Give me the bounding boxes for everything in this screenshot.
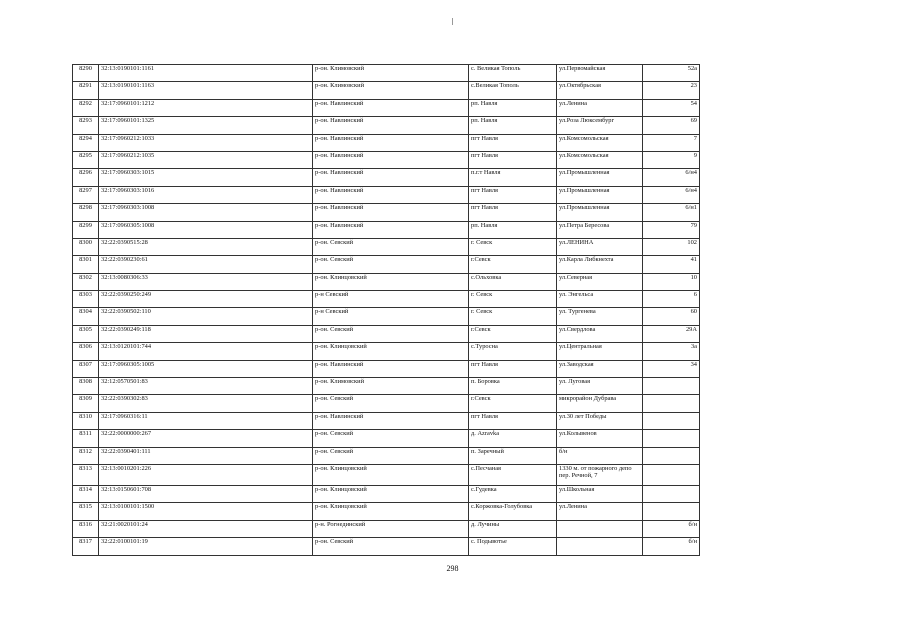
table-row <box>73 485 700 502</box>
street-cell: ул.Комсомольская <box>557 134 643 151</box>
street-cell: ул.Центральная <box>557 343 643 360</box>
settlement-cell: с. Великая Тополь <box>469 65 557 82</box>
scan-mark <box>452 18 453 25</box>
street-cell: ул.Северная <box>557 273 643 290</box>
district-cell: р-он. Навлинский <box>313 169 469 186</box>
row-number-cell: 8310 <box>73 412 99 429</box>
row-number-cell: 8306 <box>73 343 99 360</box>
cadastral-number-cell: 32:17:0960316:11 <box>99 412 313 429</box>
street-cell: ул. Луговая <box>557 378 643 395</box>
cadastral-number-cell: 32:13:0150601:708 <box>99 485 313 502</box>
settlement-cell: пгт Навля <box>469 151 557 168</box>
settlement-cell: с.Коржовка-Голубовка <box>469 503 557 520</box>
house-number-cell: 102 <box>643 238 700 255</box>
table-row <box>73 291 700 308</box>
row-number-cell: 8298 <box>73 204 99 221</box>
cadastral-number-cell: 32:13:0120101:744 <box>99 343 313 360</box>
district-cell: р-он. Климовский <box>313 65 469 82</box>
street-cell <box>557 538 643 555</box>
settlement-cell: с.Туросна <box>469 343 557 360</box>
cadastral-number-cell: 32:21:0020101:24 <box>99 520 313 537</box>
row-number-cell: 8293 <box>73 117 99 134</box>
street-cell: ул.Промышленная <box>557 204 643 221</box>
table-row <box>73 134 700 151</box>
street-cell: ул. Тургенева <box>557 308 643 325</box>
cadastral-number-cell: 32:17:0960212:1033 <box>99 134 313 151</box>
district-cell: р-он. Севский <box>313 538 469 555</box>
house-number-cell: 69 <box>643 117 700 134</box>
table-row <box>73 82 700 99</box>
district-cell: р-н Севский <box>313 308 469 325</box>
settlement-cell: г.Севск <box>469 256 557 273</box>
row-number-cell: 8299 <box>73 221 99 238</box>
street-cell: ул.Октябрьская <box>557 82 643 99</box>
row-number-cell: 8302 <box>73 273 99 290</box>
street-cell: ул.Школьная <box>557 485 643 502</box>
cadastral-number-cell: 32:13:0190101:1161 <box>99 65 313 82</box>
district-cell: р-он. Севский <box>313 395 469 412</box>
district-cell: р-он. Навлинский <box>313 151 469 168</box>
settlement-cell: п.г.т Навля <box>469 169 557 186</box>
cadastral-number-cell: 32:22:0390401:111 <box>99 447 313 464</box>
street-cell: 1330 м. от пожарного депо пер. Речной, 7 <box>557 464 643 485</box>
table-row <box>73 238 700 255</box>
house-number-cell <box>643 485 700 502</box>
settlement-cell: г. Севск <box>469 291 557 308</box>
district-cell: р-он. Навлинский <box>313 221 469 238</box>
settlement-cell: рп. Навля <box>469 221 557 238</box>
row-number-cell: 8312 <box>73 447 99 464</box>
row-number-cell: 8313 <box>73 464 99 485</box>
table-row <box>73 117 700 134</box>
settlement-cell: пгт Навля <box>469 186 557 203</box>
house-number-cell <box>643 430 700 447</box>
cadastral-number-cell: 32:22:0390249:118 <box>99 325 313 342</box>
street-cell: ул.Промышленная <box>557 186 643 203</box>
settlement-cell: пгт Навля <box>469 204 557 221</box>
house-number-cell: 10 <box>643 273 700 290</box>
table-row <box>73 520 700 537</box>
street-cell: ул.Первомайская <box>557 65 643 82</box>
house-number-cell <box>643 378 700 395</box>
page-number: 298 <box>446 564 459 573</box>
district-cell: р-он. Клинцовский <box>313 273 469 290</box>
table-row <box>73 204 700 221</box>
district-cell: р-он. Севский <box>313 447 469 464</box>
cadastral-number-cell: 32:22:0390502:110 <box>99 308 313 325</box>
street-cell: ул.Комсомольская <box>557 151 643 168</box>
cadastral-number-cell: 32:22:0390515:28 <box>99 238 313 255</box>
table-row <box>73 378 700 395</box>
house-number-cell: 6 <box>643 291 700 308</box>
cadastral-number-cell: 32:17:0960212:1035 <box>99 151 313 168</box>
cadastral-number-cell: 32:17:0960303:1015 <box>99 169 313 186</box>
house-number-cell: б/н <box>643 538 700 555</box>
house-number-cell: б/н <box>643 520 700 537</box>
row-number-cell: 8317 <box>73 538 99 555</box>
district-cell: р-он. Севский <box>313 430 469 447</box>
district-cell: р-он. Климовский <box>313 378 469 395</box>
settlement-cell: рп. Навля <box>469 99 557 116</box>
table-row <box>73 186 700 203</box>
cadastral-number-cell: 32:13:0010201:226 <box>99 464 313 485</box>
table-row <box>73 99 700 116</box>
cadastral-number-cell: 32:22:0390250:249 <box>99 291 313 308</box>
house-number-cell: 6/н4 <box>643 186 700 203</box>
row-number-cell: 8315 <box>73 503 99 520</box>
cadastral-number-cell: 32:22:0100101:19 <box>99 538 313 555</box>
settlement-cell: с. Подывотье <box>469 538 557 555</box>
settlement-cell: с.Ольховка <box>469 273 557 290</box>
settlement-cell: г. Севск <box>469 238 557 255</box>
cadastral-number-cell: 32:17:0960305:1008 <box>99 221 313 238</box>
house-number-cell <box>643 395 700 412</box>
house-number-cell: 6/н4 <box>643 169 700 186</box>
district-cell: р-он. Навлинский <box>313 134 469 151</box>
row-number-cell: 8300 <box>73 238 99 255</box>
cadastral-number-cell: 32:13:0190101:1163 <box>99 82 313 99</box>
settlement-cell: п. Заречный <box>469 447 557 464</box>
house-number-cell <box>643 464 700 485</box>
street-cell: ул. Энгельса <box>557 291 643 308</box>
street-cell: ул.Ленина <box>557 99 643 116</box>
row-number-cell: 8303 <box>73 291 99 308</box>
table-row <box>73 151 700 168</box>
house-number-cell: 29А <box>643 325 700 342</box>
district-cell: р-н Севский <box>313 291 469 308</box>
table-row <box>73 169 700 186</box>
cadastral-number-cell: 32:17:0960303:1008 <box>99 204 313 221</box>
settlement-cell: пгт Навля <box>469 412 557 429</box>
house-number-cell: 7 <box>643 134 700 151</box>
district-cell: р-он. Навлинский <box>313 412 469 429</box>
district-cell: р-он. Климовский <box>313 82 469 99</box>
settlement-cell: г.Севск <box>469 395 557 412</box>
settlement-cell: д. Azravka <box>469 430 557 447</box>
row-number-cell: 8305 <box>73 325 99 342</box>
district-cell: р-он. Севский <box>313 256 469 273</box>
table-row <box>73 308 700 325</box>
street-cell: ул.ЛЕНИНА <box>557 238 643 255</box>
street-cell: ул.Роза Люксембург <box>557 117 643 134</box>
house-number-cell: 6/н1 <box>643 204 700 221</box>
table-row <box>73 447 700 464</box>
row-number-cell: 8296 <box>73 169 99 186</box>
table-row <box>73 360 700 377</box>
house-number-cell: 34 <box>643 360 700 377</box>
district-cell: р-он. Клинцовский <box>313 464 469 485</box>
table-row <box>73 412 700 429</box>
street-cell: микрорайон Дубрава <box>557 395 643 412</box>
table-row <box>73 464 700 485</box>
cadastral-number-cell: 32:22:0390230:61 <box>99 256 313 273</box>
row-number-cell: 8290 <box>73 65 99 82</box>
row-number-cell: 8316 <box>73 520 99 537</box>
settlement-cell: п. Боровка <box>469 378 557 395</box>
district-cell: р-он. Навлинский <box>313 204 469 221</box>
table-row <box>73 395 700 412</box>
row-number-cell: 8309 <box>73 395 99 412</box>
table-row <box>73 273 700 290</box>
house-number-cell: 54 <box>643 99 700 116</box>
house-number-cell: 3а <box>643 343 700 360</box>
house-number-cell: 52а <box>643 65 700 82</box>
district-cell: р-он. Навлинский <box>313 117 469 134</box>
street-cell: ул.Колывенов <box>557 430 643 447</box>
table-row <box>73 65 700 82</box>
street-cell: ул.Заводская <box>557 360 643 377</box>
street-cell: ул.Петра Бересова <box>557 221 643 238</box>
house-number-cell: 41 <box>643 256 700 273</box>
table-row <box>73 538 700 555</box>
district-cell: р-он. Севский <box>313 238 469 255</box>
district-cell: р-н. Рогнединский <box>313 520 469 537</box>
row-number-cell: 8307 <box>73 360 99 377</box>
street-cell: ул.Свердлова <box>557 325 643 342</box>
row-number-cell: 8304 <box>73 308 99 325</box>
register-rows <box>73 65 700 556</box>
cadastral-number-cell: 32:22:0000000:267 <box>99 430 313 447</box>
settlement-cell: д. Лучины <box>469 520 557 537</box>
house-number-cell: 23 <box>643 82 700 99</box>
settlement-cell: пгт Навля <box>469 360 557 377</box>
cadastral-number-cell: 32:17:0960305:1005 <box>99 360 313 377</box>
table-row <box>73 256 700 273</box>
settlement-cell: с.Великая Тополь <box>469 82 557 99</box>
district-cell: р-он. Навлинский <box>313 99 469 116</box>
district-cell: р-он. Клинцовский <box>313 503 469 520</box>
house-number-cell: 60 <box>643 308 700 325</box>
settlement-cell: г. Севск <box>469 308 557 325</box>
row-number-cell: 8292 <box>73 99 99 116</box>
cadastral-number-cell: 32:13:0100101:1500 <box>99 503 313 520</box>
cadastral-number-cell: 32:13:0080306:33 <box>99 273 313 290</box>
table-row <box>73 430 700 447</box>
row-number-cell: 8311 <box>73 430 99 447</box>
row-number-cell: 8314 <box>73 485 99 502</box>
table-row <box>73 343 700 360</box>
cadastral-number-cell: 32:17:0960303:1016 <box>99 186 313 203</box>
settlement-cell: г.Севск <box>469 325 557 342</box>
cadastral-number-cell: 32:12:0570501:83 <box>99 378 313 395</box>
house-number-cell: 79 <box>643 221 700 238</box>
table-row <box>73 325 700 342</box>
cadastral-number-cell: 32:17:0960101:1325 <box>99 117 313 134</box>
house-number-cell: 9 <box>643 151 700 168</box>
register-table <box>72 64 700 556</box>
settlement-cell: с.Песчаная <box>469 464 557 485</box>
street-cell: ул.Промышленная <box>557 169 643 186</box>
street-cell: ул.Ленина <box>557 503 643 520</box>
row-number-cell: 8308 <box>73 378 99 395</box>
house-number-cell <box>643 503 700 520</box>
street-cell: ул.30 лет Победы <box>557 412 643 429</box>
district-cell: р-он. Клинцовский <box>313 343 469 360</box>
district-cell: р-он. Клинцовский <box>313 485 469 502</box>
cadastral-number-cell: 32:17:0960101:1212 <box>99 99 313 116</box>
row-number-cell: 8301 <box>73 256 99 273</box>
street-cell: ул.Карла Либкнехта <box>557 256 643 273</box>
cadastral-number-cell: 32:22:0390302:83 <box>99 395 313 412</box>
house-number-cell <box>643 412 700 429</box>
row-number-cell: 8291 <box>73 82 99 99</box>
street-cell <box>557 520 643 537</box>
settlement-cell: рп. Навля <box>469 117 557 134</box>
district-cell: р-он. Навлинский <box>313 186 469 203</box>
row-number-cell: 8294 <box>73 134 99 151</box>
house-number-cell <box>643 447 700 464</box>
settlement-cell: пгт Навля <box>469 134 557 151</box>
settlement-cell: с.Гудевка <box>469 485 557 502</box>
row-number-cell: 8297 <box>73 186 99 203</box>
district-cell: р-он. Навлинский <box>313 360 469 377</box>
district-cell: р-он. Севский <box>313 325 469 342</box>
table-row <box>73 221 700 238</box>
table-row <box>73 503 700 520</box>
row-number-cell: 8295 <box>73 151 99 168</box>
street-cell: б/н <box>557 447 643 464</box>
